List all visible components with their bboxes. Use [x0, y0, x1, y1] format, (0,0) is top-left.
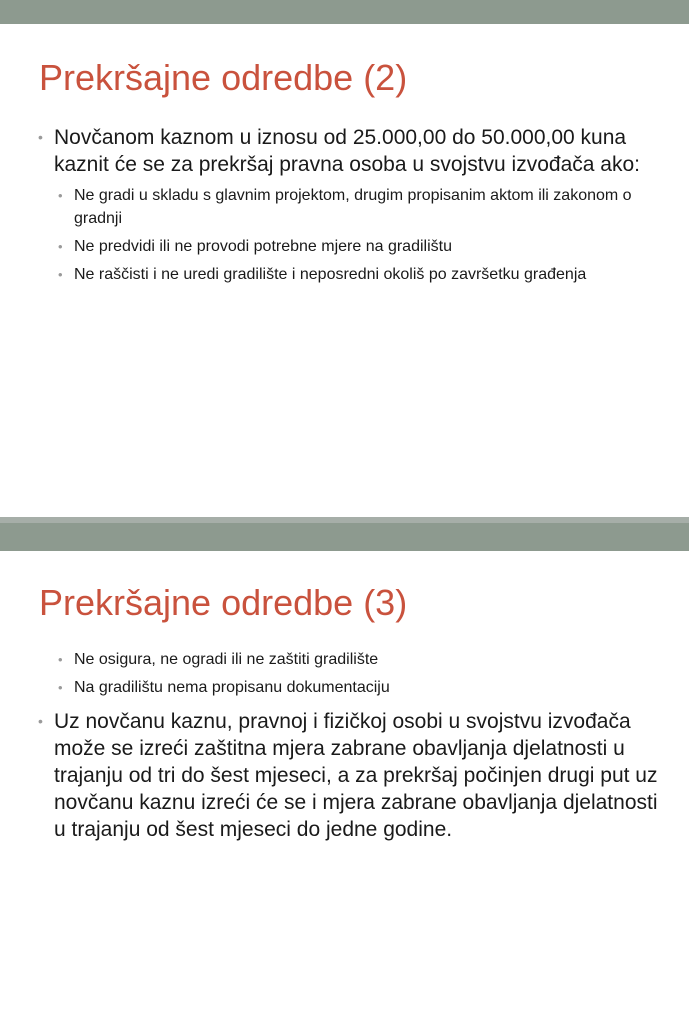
sub-bullet-text: Ne gradi u skladu s glavnim projektom, drugim propisanim aktom ili zakonom o gradnji	[74, 187, 632, 227]
bullet-dot-icon: •	[58, 239, 63, 254]
bullet-dot-icon: •	[58, 652, 63, 667]
slide-title: Prekršajne odredbe (3)	[39, 582, 408, 623]
sub-bullet	[58, 235, 658, 258]
sub-bullet-text: Ne raščisti i ne uredi gradilište i neposredni okoliš po završetku građenja	[74, 266, 587, 283]
main-bullet	[38, 124, 658, 286]
sub-bullet	[58, 184, 658, 230]
main-bullet-text: Novčanom kaznom u iznosu od 25.000,00 do 50.000,00 kuna kaznit će se za prekršaj pravna osoba u svojstvu izvođača ako:	[54, 126, 640, 176]
bullet-dot-icon: •	[58, 188, 63, 203]
sub-bullet-list	[58, 648, 658, 704]
bullet-list	[38, 124, 658, 291]
bullet-dot-icon: •	[38, 129, 43, 145]
bullet-dot-icon: •	[58, 680, 63, 695]
sub-bullet-text: Ne predvidi ili ne provodi potrebne mjere na gradilištu	[74, 238, 452, 255]
slide-title: Prekršajne odredbe (2)	[39, 57, 408, 98]
sub-bullet-text: Ne osigura, ne ogradi ili ne zaštiti gradilište	[74, 651, 379, 668]
sub-bullet	[58, 648, 658, 671]
sub-bullet	[58, 263, 658, 286]
main-bullet-text: Uz novčanu kaznu, pravnoj i fizičkoj osobi u svojstvu izvođača može se izreći zaštitna mjera zabrane obavljanja djelatnosti u trajanju od tri do šest mjeseci, a za prekršaj počinjen drugi put uz novčanu kaznu izreći će se i mjera zabrane obavljanja djelatnosti u trajanju od šest mjeseci do jedne godine.	[54, 710, 658, 841]
bullet-dot-icon: •	[38, 713, 43, 729]
sub-bullet	[58, 676, 658, 699]
bullet-list	[38, 708, 658, 843]
bullet-dot-icon: •	[58, 267, 63, 282]
sub-bullet-text: Na gradilištu nema propisanu dokumentaciju	[74, 679, 390, 696]
main-bullet	[38, 708, 658, 843]
slide-2	[0, 517, 689, 1027]
sub-bullet-list	[54, 184, 658, 286]
slide-header-bar	[0, 0, 689, 24]
slide-header-bar	[0, 517, 689, 551]
